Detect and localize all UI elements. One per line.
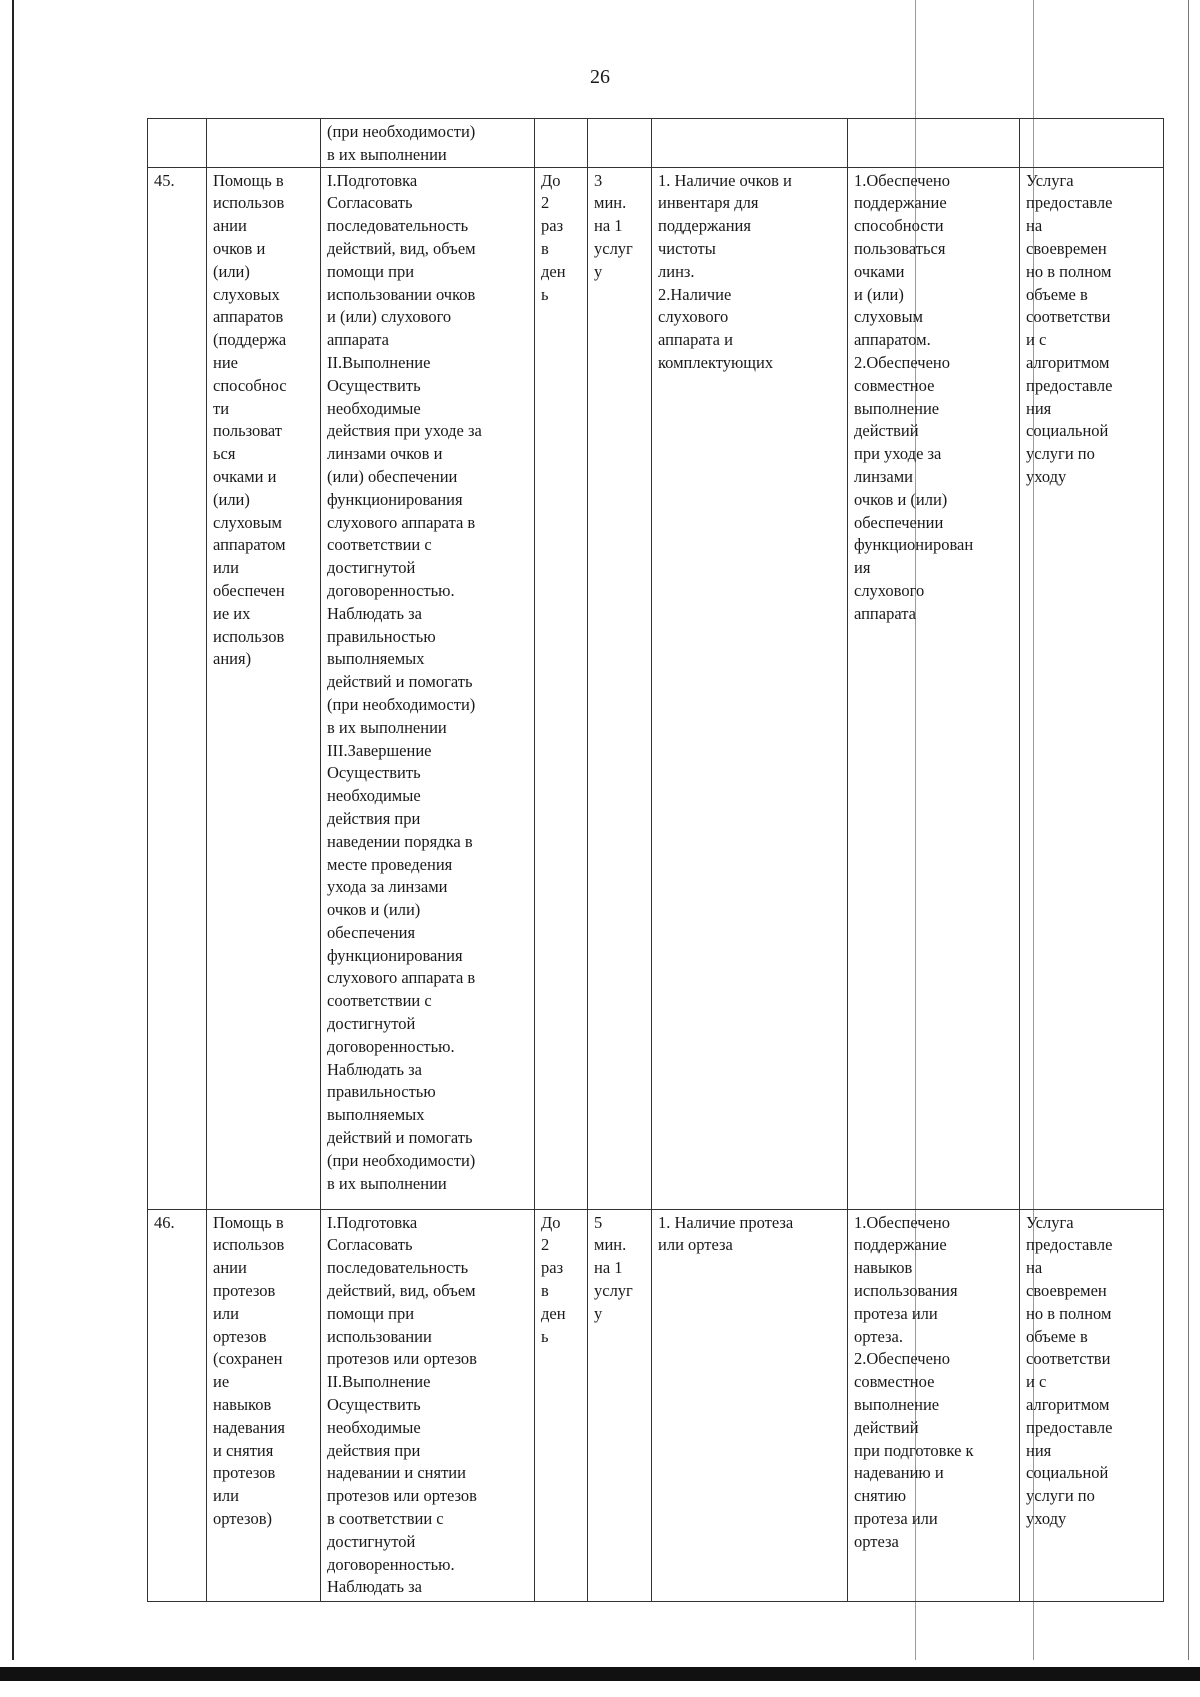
left-page-edge (12, 0, 14, 1660)
cell-frequency: До 2 раз в ден ь (535, 167, 588, 1209)
cell-procedure: I.Подготовка Согласовать последовательность действий, вид, объем помощи при использовании очков и (или) слухового аппарата II.Выполнение Осуществить необходимые действия при уходе за линзами очков и (или) обеспечении функционирования слухового аппарата в соответствии с достигнутой договоренностью. Наблюдать за правильностью выполняемых действий и помогать (при необходимости) в их выполнении III.Завершение Осуществить необходимые действия при наведении порядка в месте проведения ухода за линзами очков и (или) обеспечения функционирования слухового аппарата в соответствии с достигнутой договоренностью. Наблюдать за правильностью выполняемых действий и помогать (при необходимости) в их выполнении (321, 167, 535, 1209)
cell-service-name: Помощь в использов ании протезов или ортезов (сохранен ие навыков надевания и снятия протезов или ортезов) (207, 1209, 321, 1601)
right-page-edge (1188, 0, 1189, 1660)
cell-evaluation: Услуга предоставле на своевремен но в полном объеме в соответстви и с алгоритмом предоставле ния социальной услуги по уходу (1020, 1209, 1164, 1601)
cell-time-norm: 3 мин. на 1 услуг у (588, 167, 652, 1209)
cell-service-name: Помощь в использов ании очков и (или) слуховых аппаратов (поддержа ние способнос ти пользоват ься очками и (или) слуховым аппаратом или обеспечен ие их использов ания) (207, 167, 321, 1209)
cell-results: 1.Обеспечено поддержание способности пользоваться очками и (или) слуховым аппаратом. 2.Обеспечено совместное выполнение действий при уходе за линзами очков и (или) обеспечении функционирован ия слухового аппарата (848, 167, 1020, 1209)
table-row (148, 119, 1164, 168)
table-row (148, 1209, 1164, 1601)
table-row (148, 167, 1164, 1209)
cell-conditions: 1. Наличие протеза или ортеза (652, 1209, 848, 1601)
cell-number: 45. (148, 167, 207, 1209)
cell-evaluation (1020, 119, 1164, 168)
page-number: 26 (590, 66, 610, 88)
cell-time-norm (588, 119, 652, 168)
cell-frequency (535, 119, 588, 168)
cell-frequency: До 2 раз в ден ь (535, 1209, 588, 1601)
services-table-container (147, 118, 1163, 1602)
cell-time-norm: 5 мин. на 1 услуг у (588, 1209, 652, 1601)
services-table (147, 118, 1164, 1602)
cell-service-name (207, 119, 321, 168)
cell-results: 1.Обеспечено поддержание навыков использования протеза или ортеза. 2.Обеспечено совместное выполнение действий при подготовке к надеванию и снятию протеза или ортеза (848, 1209, 1020, 1601)
cell-procedure: I.Подготовка Согласовать последовательность действий, вид, объем помощи при использовании протезов или ортезов II.Выполнение Осуществить необходимые действия при надевании и снятии протезов или ортезов в соответствии с достигнутой договоренностью. Наблюдать за (321, 1209, 535, 1601)
scan-bottom-edge (0, 1667, 1200, 1681)
cell-results (848, 119, 1020, 168)
cell-evaluation: Услуга предоставле на своевремен но в полном объеме в соответстви и с алгоритмом предоставле ния социальной услуги по уходу (1020, 167, 1164, 1209)
cell-procedure: (при необходимости) в их выполнении (321, 119, 535, 168)
cell-conditions: 1. Наличие очков и инвентаря для поддержания чистоты линз. 2.Наличие слухового аппарата и комплектующих (652, 167, 848, 1209)
cell-conditions (652, 119, 848, 168)
cell-number: 46. (148, 1209, 207, 1601)
cell-number (148, 119, 207, 168)
